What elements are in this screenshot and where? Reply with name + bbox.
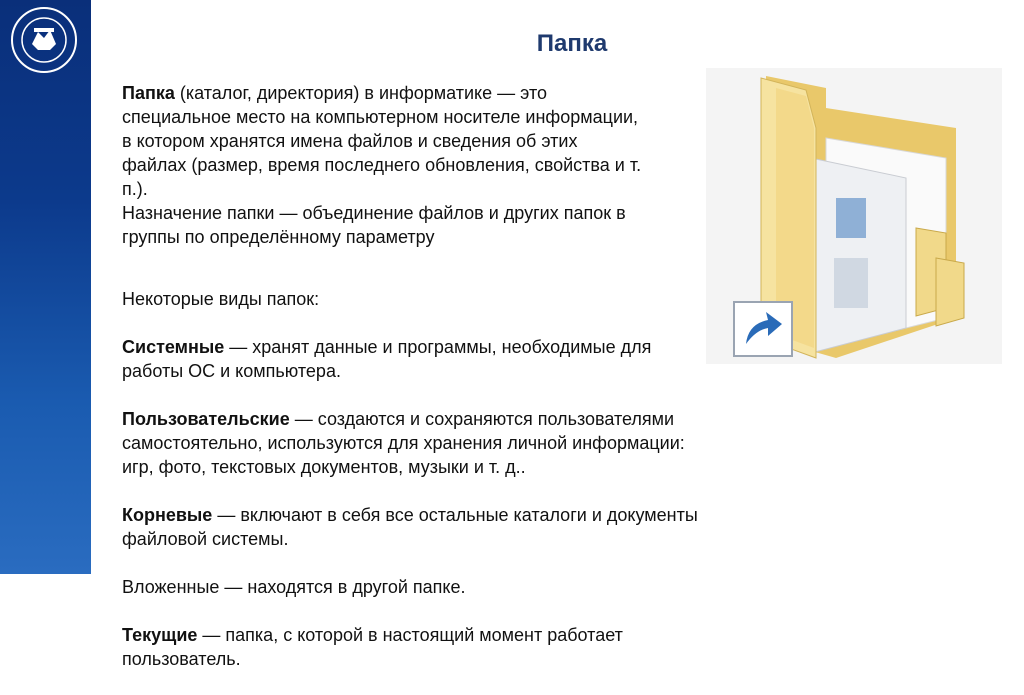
type-system — [122, 335, 702, 383]
type-text: — создаются и сохраняются пользователями самостоятельно, используются для хранения личной информации: игр, фото, текстовых документов, музыки и т. д.. — [122, 409, 685, 477]
type-text: — папка, с которой в настоящий момент работает пользователь. — [122, 625, 623, 669]
type-text: Вложенные — находятся в другой папке. — [122, 577, 466, 597]
definition-text: (каталог, директория) в информатике — это специальное место на компьютерном носителе информации, в котором хранятся имена файлов и сведения об этих файлах (размер, время последнего обновления, свойства и т. п.). — [122, 83, 642, 199]
type-current — [122, 623, 702, 671]
type-nested — [122, 575, 702, 599]
purpose-text: Назначение папки — объединение файлов и других папок в группы по определённому параметру — [122, 203, 626, 247]
type-text: — включают в себя все остальные каталоги и документы файловой системы. — [122, 505, 698, 549]
type-term: Системные — [122, 337, 225, 357]
type-term: Пользовательские — [122, 409, 290, 429]
definition-paragraph — [122, 81, 642, 249]
types-intro: Некоторые виды папок: — [122, 289, 320, 309]
type-term: Текущие — [122, 625, 198, 645]
type-root — [122, 503, 702, 551]
type-user — [122, 407, 702, 479]
definition-term: Папка — [122, 83, 175, 103]
page-title: Папка — [536, 30, 608, 57]
folder-types-list — [122, 263, 702, 695]
type-term: Корневые — [122, 505, 213, 525]
side-band — [0, 0, 91, 574]
type-text: — хранят данные и программы, необходимые для работы ОС и компьютера. — [122, 337, 652, 381]
folder-shortcut-icon — [706, 68, 1002, 364]
